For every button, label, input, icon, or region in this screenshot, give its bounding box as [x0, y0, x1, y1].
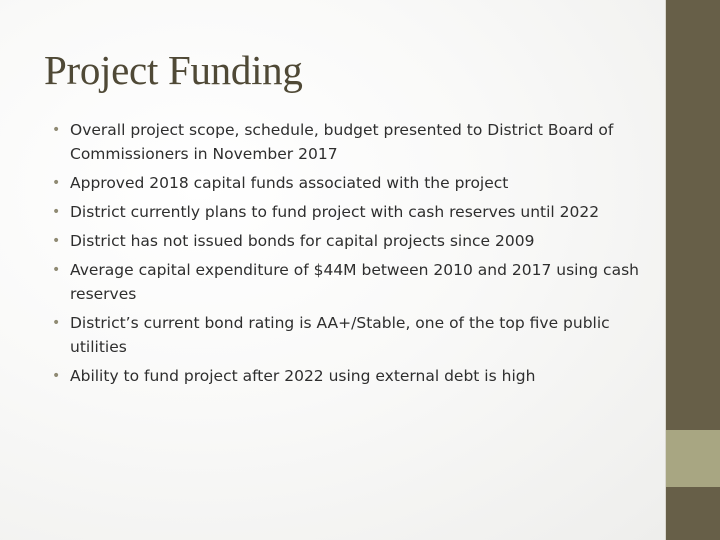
bullet-text: Average capital expenditure of $44M between 2010 and 2017 using cash reserves — [70, 261, 639, 303]
bullet-text: Ability to fund project after 2022 using external debt is high — [70, 367, 536, 385]
side-bar-bottom — [666, 487, 720, 540]
bullet-item — [52, 200, 642, 224]
bullet-text: District’s current bond rating is AA+/Stable, one of the top five public utilities — [70, 314, 610, 356]
side-bar-top — [666, 0, 720, 430]
bullet-dot: • — [52, 368, 61, 384]
bullet-dot: • — [52, 175, 61, 191]
bullet-dot: • — [52, 204, 61, 220]
bullet-dot: • — [52, 233, 61, 249]
bullet-dot: • — [52, 122, 61, 138]
bullet-item — [52, 258, 642, 306]
bullet-item — [52, 171, 642, 195]
bullet-item — [52, 311, 642, 359]
side-bar-accent — [666, 430, 720, 487]
bullet-item — [52, 229, 642, 253]
bullet-text: Approved 2018 capital funds associated with the project — [70, 174, 509, 192]
bullet-text: Overall project scope, schedule, budget presented to District Board of Commissioners in November 2017 — [70, 121, 614, 163]
bullet-dot: • — [52, 315, 61, 331]
bullet-dot: • — [52, 262, 61, 278]
slide-title: Project Funding — [44, 47, 303, 93]
bullet-list — [52, 118, 642, 393]
bullet-item — [52, 364, 642, 388]
bullet-item — [52, 118, 642, 166]
bullet-text: District has not issued bonds for capital projects since 2009 — [70, 232, 535, 250]
bullet-text: District currently plans to fund project with cash reserves until 2022 — [70, 203, 600, 221]
